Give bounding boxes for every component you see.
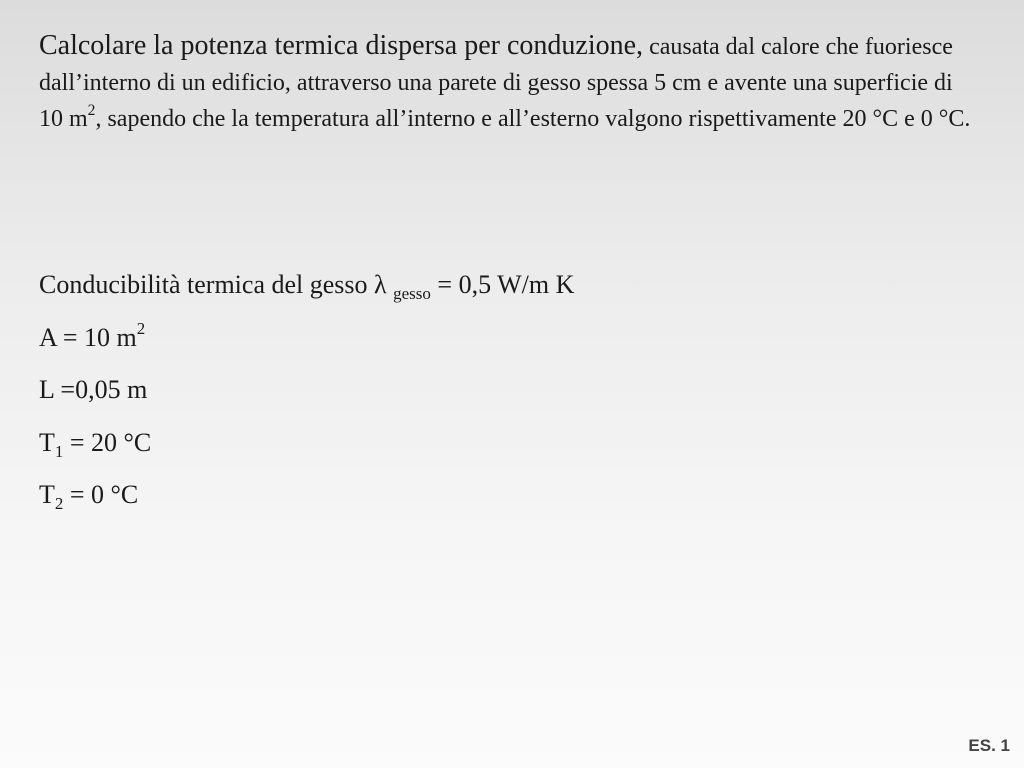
problem-text-part2: , sapendo che la temperatura all’interno e all’esterno valgono rispettivamente 20 °C e 0 °C. — [95, 106, 971, 132]
thickness-line — [39, 369, 574, 422]
t1-symbol: T — [39, 427, 55, 457]
conductivity-line — [39, 264, 574, 317]
t2-line — [39, 474, 574, 527]
area-line — [39, 317, 574, 370]
thickness-value: L =0,05 m — [39, 375, 148, 404]
conductivity-value: = 0,5 W/m K — [437, 270, 575, 299]
problem-text-part1: causata dal calore che fuoriesce dall’interno di un edificio, attraverso una parete di gesso spessa 5 cm e avente una superficie di 10 m — [39, 34, 953, 132]
t2-subscript: 2 — [54, 494, 64, 514]
conductivity-subscript: gesso — [393, 283, 431, 303]
t2-symbol: T — [39, 480, 55, 509]
t1-value: = 20 °C — [63, 427, 152, 457]
given-data-list — [39, 264, 574, 527]
problem-statement — [39, 28, 974, 137]
area-line-exponent: 2 — [136, 319, 146, 339]
t1-line — [39, 422, 574, 475]
t1-subscript: 1 — [54, 441, 64, 461]
conductivity-label: Conducibilità termica del gesso λ — [39, 270, 387, 299]
t2-value: = 0 °C — [63, 480, 139, 509]
area-exponent: 2 — [87, 102, 96, 120]
area-value: A = 10 m — [39, 322, 137, 352]
problem-lead: Calcolare la potenza termica dispersa per conduzione, — [39, 30, 644, 61]
exercise-badge: ES. 1 — [968, 736, 1010, 755]
